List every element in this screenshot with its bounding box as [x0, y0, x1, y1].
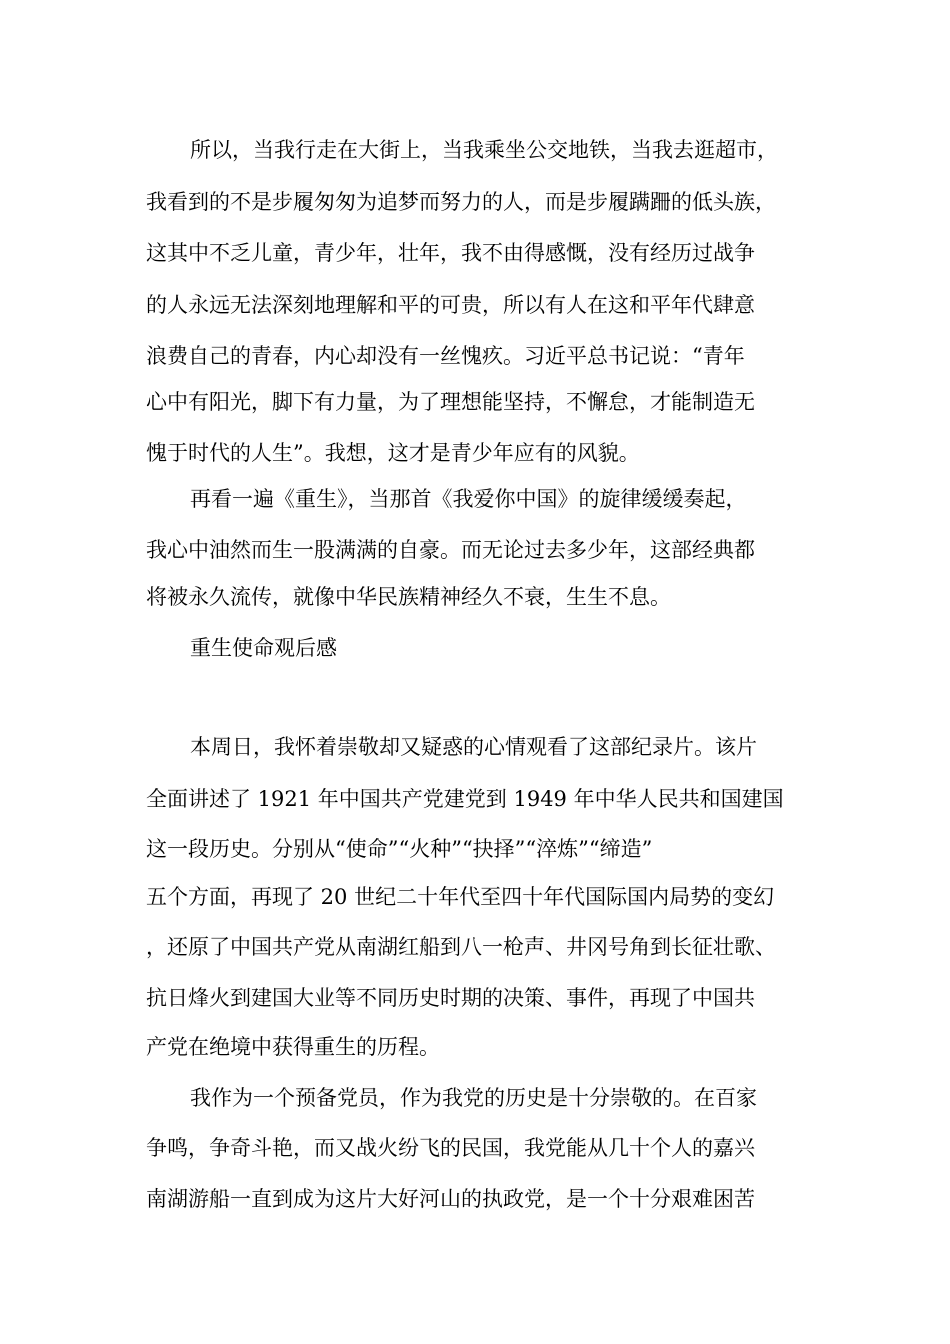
paragraph-1-line-6: 心中有阳光，脚下有力量，为了理想能坚持，不懈怠，才能制造无	[146, 390, 755, 414]
paragraph-1-line-3: 这其中不乏儿童，青少年，壮年，我不由得感慨，没有经历过战争	[146, 241, 755, 265]
essay-title: 重生使命观后感	[190, 636, 337, 660]
paragraph-1-line-5: 浪费自己的青春，内心却没有一丝愧疚。习近平总书记说：“青年	[146, 344, 745, 368]
paragraph-1-line-2: 我看到的不是步履匆匆为追梦而努力的人，而是步履蹒跚的低头族，	[146, 190, 776, 214]
paragraph-3-line-7: 产党在绝境中获得重生的历程。	[146, 1035, 440, 1059]
paragraph-3-line-5: ，还原了中国共产党从南湖红船到八一枪声、井冈号角到长征壮歌、	[146, 935, 776, 959]
paragraph-2-line-1: 再看一遍《重生》，当那首《我爱你中国》的旋律缓缓奏起，	[190, 487, 747, 511]
paragraph-1-line-1: 所以，当我行走在大街上，当我乘坐公交地铁，当我去逛超市，	[190, 138, 778, 162]
paragraph-3-line-3: 这一段历史。分别从“使命”“火种”“抉择”“淬炼”“缔造”	[146, 837, 653, 861]
paragraph-3-line-1: 本周日，我怀着崇敬却又疑惑的心情观看了这部纪录片。该片	[190, 735, 757, 759]
paragraph-3-line-2: 全面讲述了 1921 年中国共产党建党到 1949 年中华人民共和国建国	[146, 787, 784, 811]
paragraph-4-line-3: 南湖游船一直到成为这片大好河山的执政党，是一个十分艰难困苦	[146, 1187, 755, 1211]
paragraph-3-line-4: 五个方面，再现了 20 世纪二十年代至四十年代国际国内局势的变幻	[146, 885, 775, 909]
paragraph-4-line-2: 争鸣，争奇斗艳，而又战火纷飞的民国，我党能从几十个人的嘉兴	[146, 1136, 755, 1160]
paragraph-4-line-1: 我作为一个预备党员，作为我党的历史是十分崇敬的。在百家	[190, 1086, 757, 1110]
paragraph-1-line-4: 的人永远无法深刻地理解和平的可贵，所以有人在这和平年代肆意	[146, 293, 755, 317]
paragraph-2-line-3: 将被永久流传，就像中华民族精神经久不衰，生生不息。	[146, 585, 671, 609]
paragraph-2-line-2: 我心中油然而生一股满满的自豪。而无论过去多少年，这部经典都	[146, 538, 755, 562]
paragraph-1-line-7: 愧于时代的人生”。我想，这才是青少年应有的风貌。	[146, 441, 640, 465]
paragraph-3-line-6: 抗日烽火到建国大业等不同历史时期的决策、事件，再现了中国共	[146, 986, 755, 1010]
